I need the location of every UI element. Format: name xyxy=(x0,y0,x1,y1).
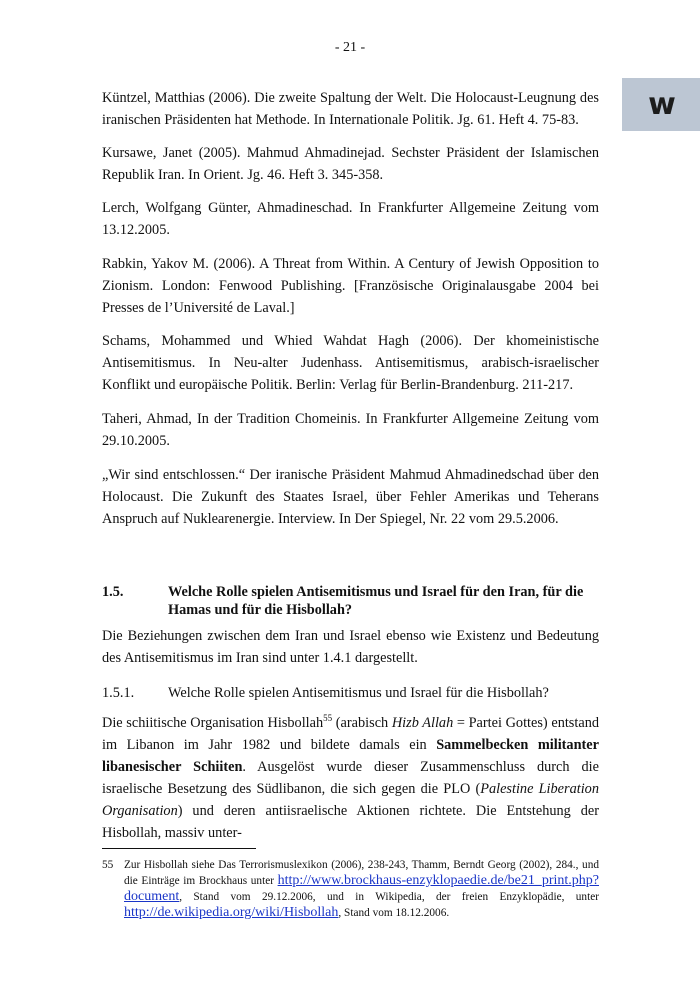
emphasis-text: Sammelbecken militanter libanesischer Schiiten xyxy=(102,737,599,775)
footnote-divider xyxy=(102,848,256,849)
logo-letter: w xyxy=(648,87,674,122)
arabic-term: Hizb Allah xyxy=(391,715,454,731)
footnote-body xyxy=(124,858,599,921)
organisation-name: Palestine Liberation Organisation xyxy=(102,781,599,819)
reference-entry: Schams, Mohammed und Whied Wahdat Hagh (2006). Der khomeinistische Antisemitismus. In Neu-alter Judenhass. Antisemitismus, arabisch-israelischer Konflikt und europäische Politik. Berlin: Verlag für Berlin-Brandenburg. 211-217. xyxy=(102,333,599,393)
paragraph-text: ) und deren antiisraelische Aktionen richtete. Die Entstehung der Hisbollah, massiv unter- xyxy=(102,803,599,841)
footnote-reference[interactable]: 55 xyxy=(323,713,333,724)
body-paragraph xyxy=(102,712,599,844)
footnote xyxy=(102,858,599,921)
reference-entry: Rabkin, Yakov M. (2006). A Threat from Within. A Century of Jewish Opposition to Zionism. London: Fenwood Publishing. [Französische Originalausgabe 2004 bei Presses de l’Université de Laval.] xyxy=(102,256,599,316)
paragraph-text: = Partei Gottes) entstand im Libanon im Jahr 1982 und bildete damals ein xyxy=(102,715,599,753)
footnote-text: , Stand vom 18.12.2006. xyxy=(338,907,450,919)
wikipedia-link[interactable]: http://de.wikipedia.org/wiki/Hisbollah xyxy=(124,905,339,920)
footnote-text: , Stand vom 29.12.2006, und in Wikipedia, der freien Enzyklopädie, unter xyxy=(179,891,599,903)
reference-entry: Taheri, Ahmad, In der Tradition Chomeinis. In Frankfurter Allgemeine Zeitung vom 29.10.2005. xyxy=(102,411,599,449)
publisher-logo xyxy=(622,78,700,131)
subsection-heading xyxy=(102,682,599,704)
reference-entry: Küntzel, Matthias (2006). Die zweite Spaltung der Welt. Die Holocaust-Leugnung des iranischen Präsidenten hat Methode. In Internationale Politik. Jg. 61. Heft 4. 75-83. xyxy=(102,90,599,128)
subsection-title: Welche Rolle spielen Antisemitismus und Israel für die Hisbollah? xyxy=(168,685,549,701)
reference-entry: „Wir sind entschlossen.“ Der iranische Präsident Mahmud Ahmadinedschad über den Holocaust. Die Zukunft des Staates Israel, über Fehler Amerikas und Teherans Anspruch auf Nuklearenergie. Interview. In Der Spiegel, Nr. 22 vom 29.5.2006. xyxy=(102,467,599,527)
footnote-text: Zur Hisbollah siehe Das Terrorismuslexikon (2006), 238-243, Thamm, Berndt Georg (2002), 284., und die Einträge im Brockhaus unter xyxy=(124,859,599,887)
reference-entry: Lerch, Wolfgang Günter, Ahmadineschad. In Frankfurter Allgemeine Zeitung vom 13.12.2005. xyxy=(102,200,599,238)
paragraph-text: . Ausgelöst wurde dieser Zusammenschluss durch die israelische Besetzung des Südlibanon, die sich gegen die PLO ( xyxy=(102,759,599,797)
subsection-number: 1.5.1. xyxy=(102,685,135,701)
section-number: 1.5. xyxy=(102,584,124,600)
paragraph-text: Die schiitische Organisation Hisbollah xyxy=(102,715,324,731)
section-intro: Die Beziehungen zwischen dem Iran und Israel ebenso wie Existenz und Bedeutung des Antisemitismus im Iran sind unter 1.4.1 dargestellt. xyxy=(102,628,599,666)
footnote-number: 55 xyxy=(102,859,114,871)
reference-entry: Kursawe, Janet (2005). Mahmud Ahmadinejad. Sechster Präsident der Islamischen Republik Iran. In Orient. Jg. 46. Heft 3. 345-358. xyxy=(102,145,599,183)
section-heading xyxy=(102,583,599,619)
brockhaus-link[interactable]: http://www.brockhaus-enzyklopaedie.de/be21_print.php?document xyxy=(124,873,599,904)
section-title: Welche Rolle spielen Antisemitismus und Israel für den Iran, für die Hamas und für die Hisbollah? xyxy=(168,584,584,618)
page-number: - 21 - xyxy=(334,40,366,55)
paragraph-text: (arabisch xyxy=(332,715,392,731)
